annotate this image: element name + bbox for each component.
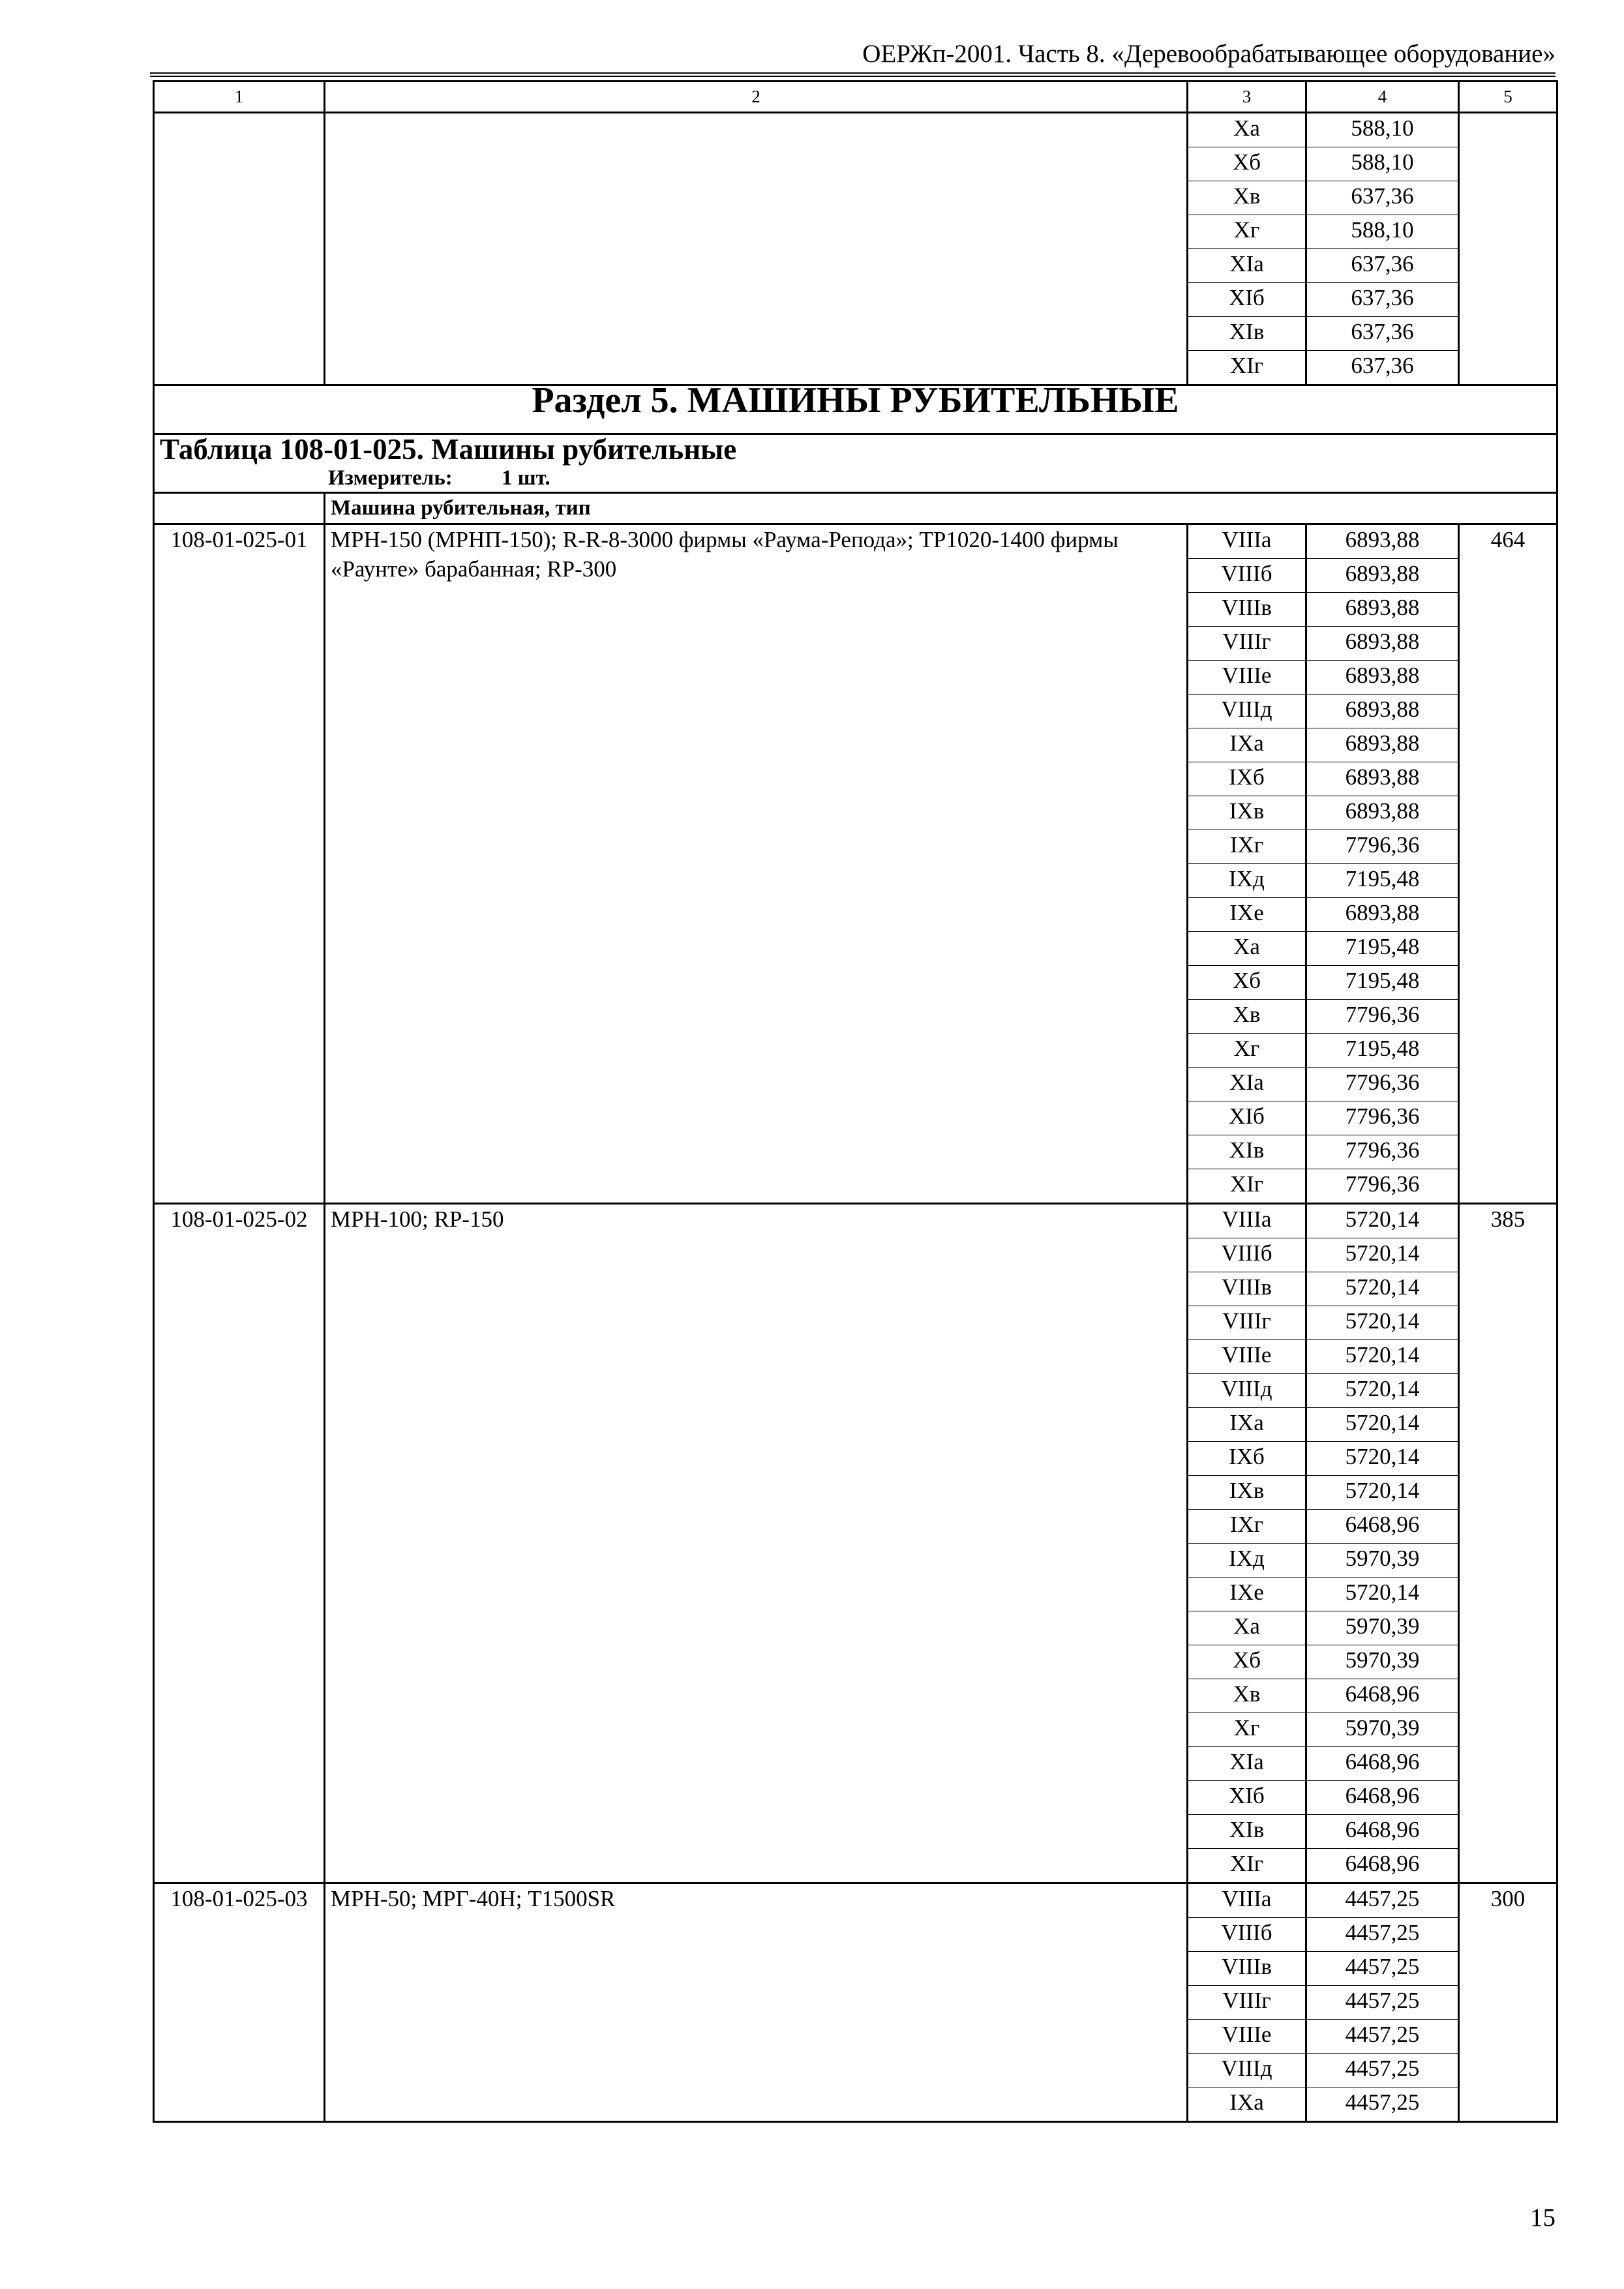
subgroup-title: Машина рубительная, тип (325, 493, 1557, 524)
description-cell: МРН-50; МРГ-40Н; Т1500SR (325, 1883, 1188, 2122)
price-cell: 7796,36 (1306, 1000, 1459, 1034)
price-cell: 6893,88 (1306, 627, 1459, 661)
zone-cell: VIIIд (1188, 695, 1306, 728)
page-header: ОЕРЖп-2001. Часть 8. «Деревообрабатывающее оборудование» (862, 40, 1556, 68)
zone-cell: VIIIд (1188, 1374, 1306, 1408)
price-cell: 4457,25 (1306, 1952, 1459, 1986)
price-cell: 7796,36 (1306, 1101, 1459, 1135)
zone-cell: Ха (1188, 1611, 1306, 1645)
table-row (154, 1204, 1557, 1238)
price-cell: 5720,14 (1306, 1578, 1459, 1611)
column-number: 4 (1306, 82, 1459, 113)
price-cell: 7195,48 (1306, 864, 1459, 898)
zone-cell: ХIб (1188, 283, 1306, 317)
price-cell: 6893,88 (1306, 524, 1459, 559)
price-cell: 588,10 (1306, 147, 1459, 181)
price-cell: 6893,88 (1306, 593, 1459, 627)
weight-cell: 464 (1459, 524, 1557, 1204)
measure-value: 1 шт. (502, 466, 550, 490)
measure-label: Измеритель: (328, 466, 453, 490)
zone-cell: VIIIд (1188, 2054, 1306, 2087)
price-cell: 7195,48 (1306, 1034, 1459, 1068)
price-cell: 6893,88 (1306, 728, 1459, 762)
zone-cell: Хв (1188, 181, 1306, 215)
column-number-row (154, 82, 1557, 113)
zone-cell: IХд (1188, 1544, 1306, 1578)
zone-cell: VIIIг (1188, 1306, 1306, 1340)
price-cell: 5970,39 (1306, 1611, 1459, 1645)
code-cell (154, 113, 325, 385)
header-rule (150, 72, 1556, 77)
zone-cell: Хв (1188, 1679, 1306, 1713)
zone-cell: Ха (1188, 932, 1306, 966)
price-cell: 7796,36 (1306, 1135, 1459, 1169)
table-row (154, 113, 1557, 147)
zone-cell: IХб (1188, 762, 1306, 796)
price-cell: 5720,14 (1306, 1476, 1459, 1510)
zone-cell: VIIIб (1188, 559, 1306, 593)
price-cell: 7796,36 (1306, 830, 1459, 864)
zone-cell: VIIIв (1188, 1272, 1306, 1306)
price-cell: 6893,88 (1306, 559, 1459, 593)
zone-cell: ХIг (1188, 1849, 1306, 1883)
column-number: 1 (154, 82, 325, 113)
zone-cell: VIIIв (1188, 1952, 1306, 1986)
price-cell: 6468,96 (1306, 1510, 1459, 1544)
price-cell: 588,10 (1306, 215, 1459, 249)
zone-cell: VIIIг (1188, 1986, 1306, 2020)
zone-cell: IХе (1188, 1578, 1306, 1611)
price-cell: 637,36 (1306, 351, 1459, 385)
column-number: 3 (1188, 82, 1306, 113)
zone-cell: ХIв (1188, 317, 1306, 351)
price-cell: 5720,14 (1306, 1340, 1459, 1374)
weight-cell: 385 (1459, 1204, 1557, 1883)
page-number: 15 (1530, 2204, 1556, 2232)
price-cell: 5970,39 (1306, 1544, 1459, 1578)
zone-cell: IХа (1188, 2087, 1306, 2122)
zone-cell: Хб (1188, 147, 1306, 181)
description-cell (325, 113, 1188, 385)
price-cell: 588,10 (1306, 113, 1459, 147)
price-cell: 7195,48 (1306, 966, 1459, 1000)
price-cell: 5720,14 (1306, 1374, 1459, 1408)
zone-cell: Хг (1188, 1713, 1306, 1747)
zone-cell: Ха (1188, 113, 1306, 147)
zone-cell: ХIг (1188, 351, 1306, 385)
price-cell: 5970,39 (1306, 1645, 1459, 1679)
zone-cell: ХIб (1188, 1101, 1306, 1135)
zone-cell: VIIIг (1188, 627, 1306, 661)
zone-cell: IХв (1188, 796, 1306, 830)
price-cell: 6468,96 (1306, 1815, 1459, 1849)
zone-cell: ХIв (1188, 1815, 1306, 1849)
zone-cell: IХг (1188, 830, 1306, 864)
zone-cell: IХа (1188, 728, 1306, 762)
zone-cell: VIIIб (1188, 1918, 1306, 1952)
price-cell: 4457,25 (1306, 1986, 1459, 2020)
price-cell: 4457,25 (1306, 2020, 1459, 2054)
price-cell: 5970,39 (1306, 1713, 1459, 1747)
price-cell: 5720,14 (1306, 1408, 1459, 1442)
price-cell: 6893,88 (1306, 762, 1459, 796)
zone-cell: VIIIе (1188, 2020, 1306, 2054)
zone-cell: VIIIа (1188, 1204, 1306, 1238)
zone-cell: IХд (1188, 864, 1306, 898)
section-row (154, 385, 1557, 434)
table-title: Таблица 108-01-025. Машины рубительные (160, 434, 737, 466)
zone-cell: ХIа (1188, 1068, 1306, 1101)
zone-cell: VIIIа (1188, 524, 1306, 559)
price-cell: 6468,96 (1306, 1849, 1459, 1883)
price-cell: 4457,25 (1306, 2087, 1459, 2122)
zone-cell: VIIIе (1188, 1340, 1306, 1374)
code-cell: 108-01-025-02 (154, 1204, 325, 1883)
price-cell: 7796,36 (1306, 1068, 1459, 1101)
description-cell: МРН-150 (МРНП-150); R-R-8-3000 фирмы «Раума-Репода»; ТР1020-1400 фирмы «Раунте» барабанная; RP-300 (325, 524, 1188, 1204)
table-title-cell (154, 434, 1557, 493)
weight-cell: 300 (1459, 1883, 1557, 2122)
price-cell: 4457,25 (1306, 2054, 1459, 2087)
zone-cell: VIIIб (1188, 1238, 1306, 1272)
subgroup-blank (154, 493, 325, 524)
zone-cell: IХв (1188, 1476, 1306, 1510)
zone-cell: VIIIе (1188, 661, 1306, 695)
price-cell: 5720,14 (1306, 1238, 1459, 1272)
price-cell: 637,36 (1306, 317, 1459, 351)
subgroup-row (154, 493, 1557, 524)
price-cell: 6893,88 (1306, 898, 1459, 932)
section-title: Раздел 5. МАШИНЫ РУБИТЕЛЬНЫЕ (154, 385, 1557, 434)
zone-cell: ХIг (1188, 1169, 1306, 1204)
zone-cell: IХе (1188, 898, 1306, 932)
zone-cell: IХа (1188, 1408, 1306, 1442)
price-cell: 6893,88 (1306, 695, 1459, 728)
weight-cell (1459, 113, 1557, 385)
zone-cell: IХг (1188, 1510, 1306, 1544)
zone-cell: Хб (1188, 966, 1306, 1000)
rates-table (153, 80, 1558, 2123)
column-number: 5 (1459, 82, 1557, 113)
zone-cell: ХIв (1188, 1135, 1306, 1169)
price-cell: 5720,14 (1306, 1272, 1459, 1306)
price-cell: 637,36 (1306, 249, 1459, 283)
price-cell: 637,36 (1306, 181, 1459, 215)
table-row (154, 1883, 1557, 1918)
code-cell: 108-01-025-03 (154, 1883, 325, 2122)
zone-cell: VIIIа (1188, 1883, 1306, 1918)
zone-cell: Хг (1188, 215, 1306, 249)
zone-cell: Хв (1188, 1000, 1306, 1034)
zone-cell: ХIа (1188, 1747, 1306, 1781)
zone-cell: VIIIв (1188, 593, 1306, 627)
zone-cell: Хб (1188, 1645, 1306, 1679)
price-cell: 4457,25 (1306, 1883, 1459, 1918)
zone-cell: Хг (1188, 1034, 1306, 1068)
price-cell: 5720,14 (1306, 1306, 1459, 1340)
price-cell: 6468,96 (1306, 1747, 1459, 1781)
column-number: 2 (325, 82, 1188, 113)
price-cell: 7796,36 (1306, 1169, 1459, 1204)
price-cell: 6893,88 (1306, 796, 1459, 830)
description-cell: МРН-100; RP-150 (325, 1204, 1188, 1883)
table-row (154, 524, 1557, 559)
price-cell: 5720,14 (1306, 1204, 1459, 1238)
table-title-row (154, 434, 1557, 493)
price-cell: 5720,14 (1306, 1442, 1459, 1476)
code-cell: 108-01-025-01 (154, 524, 325, 1204)
price-cell: 7195,48 (1306, 932, 1459, 966)
zone-cell: ХIб (1188, 1781, 1306, 1815)
zone-cell: IХб (1188, 1442, 1306, 1476)
zone-cell: ХIа (1188, 249, 1306, 283)
price-cell: 6468,96 (1306, 1781, 1459, 1815)
measure-row (160, 464, 1551, 492)
price-cell: 637,36 (1306, 283, 1459, 317)
price-cell: 4457,25 (1306, 1918, 1459, 1952)
price-cell: 6893,88 (1306, 661, 1459, 695)
price-cell: 6468,96 (1306, 1679, 1459, 1713)
